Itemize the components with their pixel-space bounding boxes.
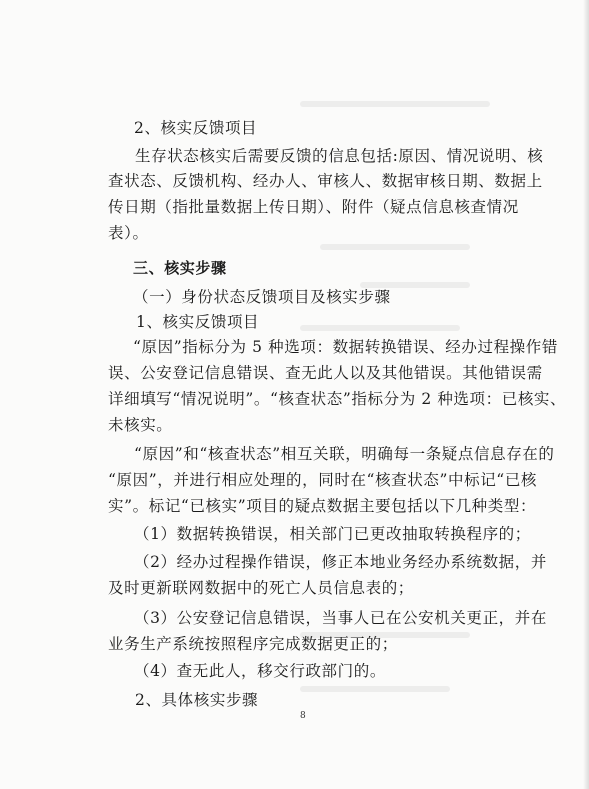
list-item: （2）经办过程操作错误，修正本地业务经办系统数据，并 bbox=[134, 553, 547, 571]
bleed-through-mark bbox=[300, 101, 490, 107]
paragraph-line: “原因”和“核查状态”相互关联，明确每一条疑点信息存在的 bbox=[134, 445, 555, 463]
paragraph-line: 误、公安登记信息错误、查无此人以及其他错误。其他错误需 bbox=[108, 364, 543, 382]
subsection-heading: 1、核实反馈项目 bbox=[136, 313, 260, 331]
paragraph-line: 未核实。 bbox=[108, 416, 173, 434]
page-number: 8 bbox=[300, 711, 306, 721]
list-item-continuation: 及时更新联网数据中的死亡人员信息表的； bbox=[108, 579, 414, 597]
paragraph-line: “原因”，并进行相应处理的，同时在“核查状态”中标记“已核 bbox=[108, 471, 538, 489]
page-edge-shadow bbox=[583, 0, 589, 789]
section-heading: 三、核实步骤 bbox=[133, 259, 227, 277]
bleed-through-mark bbox=[300, 686, 450, 692]
subsection-heading: 2、核实反馈项目 bbox=[134, 119, 258, 137]
list-item: （3）公安登记信息错误，当事人已在公安机关更正，并在 bbox=[134, 609, 547, 627]
paragraph-line: 表）。 bbox=[108, 224, 149, 242]
list-item-continuation: 业务生产系统按照程序完成数据更正的； bbox=[108, 635, 398, 653]
list-item: （1）数据转换错误，相关部门已更改抽取转换程序的； bbox=[134, 525, 531, 543]
paragraph-line: 生存状态核实后需要反馈的信息包括:原因、情况说明、核 bbox=[135, 147, 544, 165]
paragraph-line: 查状态、反馈机构、经办人、审核人、数据审核日期、数据上 bbox=[108, 172, 543, 190]
paragraph-line: “原因”指标分为 5 种选项：数据转换错误、经办过程操作错 bbox=[133, 338, 558, 356]
subsection-heading: （一）身份状态反馈项目及核实步骤 bbox=[133, 288, 391, 306]
list-item: （4）查无此人，移交行政部门的。 bbox=[134, 662, 386, 680]
paragraph-line: 传日期（指批量数据上传日期）、附件（疑点信息核查情况 bbox=[108, 198, 519, 216]
paragraph-line: 详细填写“情况说明”。“核查状态”指标分为 2 种选项：已核实、 bbox=[108, 390, 567, 408]
bleed-through-mark bbox=[320, 244, 470, 250]
paragraph-line: 实”。标记“已核实”项目的疑点数据主要包括以下几种类型： bbox=[108, 497, 537, 515]
bleed-through-mark bbox=[300, 325, 460, 331]
subsection-heading: 2、具体核实步骤 bbox=[135, 691, 259, 709]
